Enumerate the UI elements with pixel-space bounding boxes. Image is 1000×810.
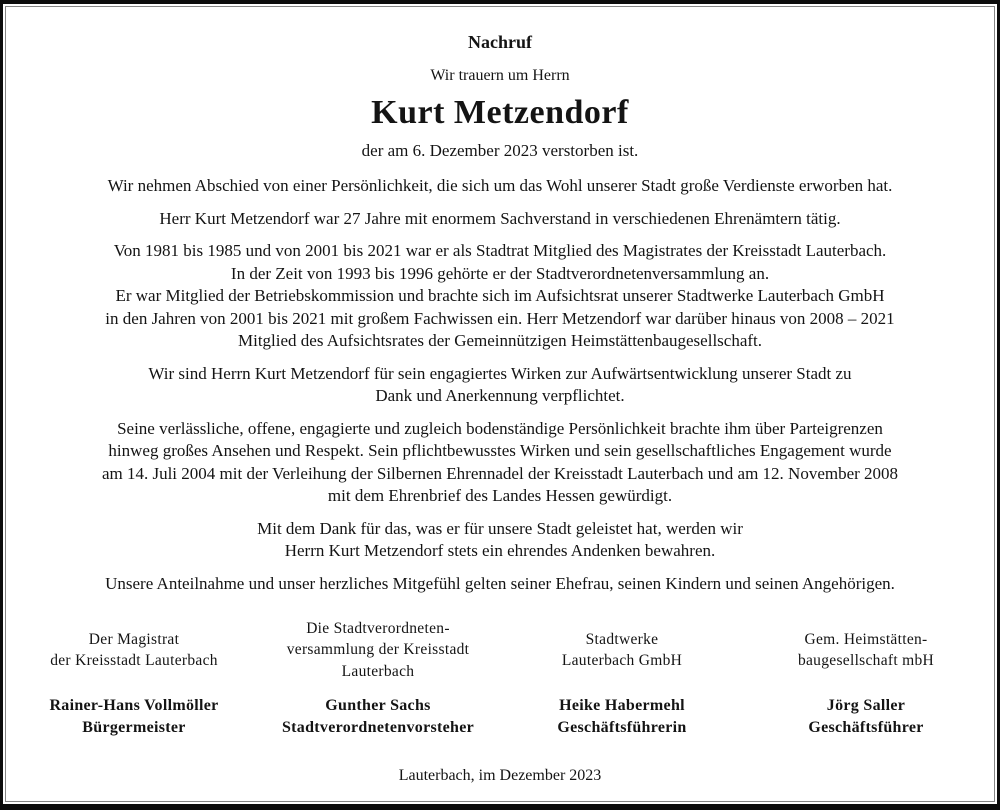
death-date-line: der am 6. Dezember 2023 verstorben ist. (361, 141, 639, 160)
body-paragraph-5: Seine verlässliche, offene, engagierte und zugleich bodenständige Persönlichkeit brachte ihm über Parteigrenzen hinweg großes Ansehen und Respekt. Sein pflichtbewusstes Wirken und sein gesellschaftliches Engagement wurde am 14. Juli 2004 mit der Verleihung der Silbernen Ehrennadel der Kreisstadt Lauterbach und am 12. November 2008 mit dem Ehrenbrief des Landes Hessen gewürdigt. (101, 418, 899, 505)
signatory-org: Gem. Heimstätten- baugesellschaft mbH (797, 630, 935, 669)
signature-column-stadtverordnete (256, 617, 500, 739)
signatory-person (744, 695, 988, 739)
signatory-title: Geschäftsführerin (557, 719, 687, 736)
obituary-inner-frame (5, 6, 995, 802)
body-paragraph-4: Wir sind Herrn Kurt Metzendorf für sein engagiertes Wirken zur Aufwärtsentwicklung unserer Stadt zu Dank und Anerkennung verpflichtet. (148, 363, 852, 405)
signatory-title: Stadtverordnetenvorsteher (281, 719, 475, 736)
signatory-org: Stadtwerke Lauterbach GmbH (561, 630, 683, 669)
signatory-person (12, 695, 256, 739)
body-paragraph-2: Herr Kurt Metzendorf war 27 Jahre mit enormem Sachverstand in verschiedenen Ehrenämtern tätig. (159, 208, 841, 228)
signatory-person (256, 695, 500, 739)
signatory-name: Heike Habermehl (559, 697, 685, 714)
signatory-org: Die Stadtverordneten- versammlung der Kreisstadt Lauterbach (286, 619, 470, 680)
body-paragraph-1: Wir nehmen Abschied von einer Persönlichkeit, die sich um das Wohl unserer Stadt große Verdienste erworben hat. (107, 176, 893, 195)
body-paragraph-6: Mit dem Dank für das, was er für unsere Stadt geleistet hat, werden wir Herrn Kurt Metzendorf stets ein ehrendes Andenken bewahren. (257, 518, 743, 560)
signatory-person (500, 695, 744, 739)
signature-column-stadtwerke (500, 617, 744, 739)
signature-column-magistrat (12, 617, 256, 739)
signatory-name: Gunther Sachs (325, 697, 431, 714)
place-date-line: Lauterbach, im Dezember 2023 (398, 767, 602, 784)
signature-block (6, 617, 994, 739)
signatory-title: Bürgermeister (82, 719, 186, 736)
signatory-title: Geschäftsführer (808, 719, 924, 736)
signatory-name: Jörg Saller (826, 697, 906, 714)
obituary-kicker: Nachruf (468, 32, 532, 52)
signatory-org: Der Magistrat der Kreisstadt Lauterbach (50, 630, 218, 669)
signature-column-heimstaettenbau (744, 617, 988, 739)
signatory-name: Rainer-Hans Vollmöller (49, 697, 219, 714)
body-paragraph-7: Unsere Anteilnahme und unser herzliches Mitgefühl gelten seiner Ehefrau, seinen Kindern und seinen Angehörigen. (105, 573, 895, 593)
mourning-intro-line: Wir trauern um Herrn (430, 67, 570, 84)
body-paragraph-3: Von 1981 bis 1985 und von 2001 bis 2021 war er als Stadtrat Mitglied des Magistrates der Kreisstadt Lauterbach. In der Zeit von 1993 bis 1996 gehörte er der Stadtverordnetenversammlung an. Er war Mitglied der Betriebskommission und brachte sich im Aufsichtsrat unserer Stadtwerke Lauterbach GmbH in den Jahren von 2001 bis 2021 mit großem Fachwissen ein. Herr Metzendorf war darüber hinaus von 2008 – 2021 Mitglied des Aufsichtsrates der Gemeinnützigen Heimstättenbaugesellschaft. (105, 241, 895, 350)
deceased-name: Kurt Metzendorf (371, 94, 629, 131)
